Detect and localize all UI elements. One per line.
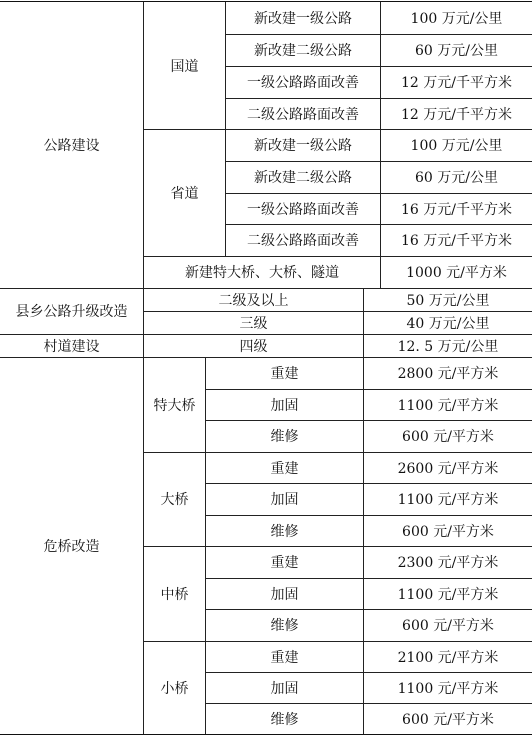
row-rule <box>143 452 532 453</box>
group-rule <box>0 288 532 289</box>
price-cell: 12 万元/千平方米 <box>380 98 532 129</box>
price-cell: 2300 元/平方米 <box>363 546 532 578</box>
price-cell: 16 万元/千平方米 <box>380 193 532 224</box>
row-rule <box>205 515 532 516</box>
row-rule <box>225 193 532 194</box>
price-cell: 50 万元/公里 <box>363 288 532 311</box>
table-bottom-rule <box>0 734 532 735</box>
price-cell: 40 万元/公里 <box>363 311 532 334</box>
row-rule <box>205 609 532 610</box>
item-cell: 一级公路路面改善 <box>225 193 380 224</box>
category-cell: 危桥改造 <box>43 538 100 555</box>
price-cell: 1100 元/平方米 <box>363 578 532 609</box>
category-cell: 公路建设 <box>43 138 100 154</box>
item-cell: 二级及以上 <box>143 288 363 311</box>
item-cell: 新改建一级公路 <box>225 129 380 161</box>
row-rule <box>205 578 532 579</box>
action-cell: 维修 <box>205 515 363 546</box>
row-rule <box>225 161 532 162</box>
item-cell: 新建特大桥、大桥、隧道 <box>143 256 380 288</box>
row-rule <box>205 483 532 484</box>
row-rule <box>205 389 532 390</box>
price-cell: 12 万元/千平方米 <box>380 66 532 98</box>
group-rule <box>0 357 532 358</box>
item-cell: 二级公路路面改善 <box>225 98 380 129</box>
row-rule <box>225 98 532 99</box>
item-cell: 二级公路路面改善 <box>225 224 380 256</box>
price-cell: 600 元/平方米 <box>363 609 532 641</box>
category-cell: 村道建设 <box>43 338 100 355</box>
table-top-rule <box>0 1 532 2</box>
action-cell: 加固 <box>205 672 363 703</box>
action-cell: 维修 <box>205 420 363 452</box>
action-cell: 重建 <box>205 452 363 483</box>
price-cell: 16 万元/千平方米 <box>380 224 532 256</box>
row-rule <box>143 641 532 642</box>
price-cell: 2600 元/平方米 <box>363 452 532 483</box>
action-cell: 加固 <box>205 483 363 515</box>
item-cell: 三级 <box>143 311 363 334</box>
bridge-type-cell: 中桥 <box>143 546 205 641</box>
row-rule <box>205 420 532 421</box>
action-cell: 加固 <box>205 578 363 609</box>
action-cell: 加固 <box>205 389 363 420</box>
action-cell: 维修 <box>205 703 363 734</box>
price-cell: 1100 元/平方米 <box>363 483 532 515</box>
row-rule <box>205 703 532 704</box>
row-rule <box>225 34 532 35</box>
item-cell: 四级 <box>143 334 363 357</box>
price-cell: 2800 元/平方米 <box>363 357 532 389</box>
row-rule <box>143 256 532 257</box>
row-rule <box>205 672 532 673</box>
price-cell: 60 万元/公里 <box>380 161 532 193</box>
row-rule <box>143 311 532 312</box>
price-cell: 1100 元/平方米 <box>363 672 532 703</box>
item-cell: 新改建二级公路 <box>225 161 380 193</box>
price-cell: 600 元/平方米 <box>363 420 532 452</box>
subcategory-cell: 国道 <box>143 2 225 129</box>
price-cell: 1000 元/平方米 <box>380 256 532 288</box>
category-cell: 县乡公路升级改造 <box>15 304 128 320</box>
item-cell: 新改建一级公路 <box>225 2 380 34</box>
price-cell: 100 万元/公里 <box>380 129 532 161</box>
price-cell: 600 元/平方米 <box>363 515 532 546</box>
price-cell: 60 万元/公里 <box>380 34 532 66</box>
row-rule <box>143 129 532 130</box>
action-cell: 重建 <box>205 641 363 672</box>
price-cell: 100 万元/公里 <box>380 2 532 34</box>
price-cell: 12. 5 万元/公里 <box>363 334 532 357</box>
action-cell: 重建 <box>205 546 363 578</box>
price-cell: 600 元/平方米 <box>363 703 532 734</box>
row-rule <box>143 546 532 547</box>
price-cell: 2100 元/平方米 <box>363 641 532 672</box>
row-rule <box>225 66 532 67</box>
item-cell: 新改建二级公路 <box>225 34 380 66</box>
action-cell: 重建 <box>205 357 363 389</box>
row-rule <box>225 224 532 225</box>
item-cell: 一级公路路面改善 <box>225 66 380 98</box>
subcategory-cell: 省道 <box>143 129 225 256</box>
bridge-type-cell: 小桥 <box>143 641 205 734</box>
bridge-type-cell: 特大桥 <box>143 357 205 452</box>
action-cell: 维修 <box>205 609 363 641</box>
bridge-type-cell: 大桥 <box>143 452 205 546</box>
group-rule <box>0 334 532 335</box>
price-cell: 1100 元/平方米 <box>363 389 532 420</box>
